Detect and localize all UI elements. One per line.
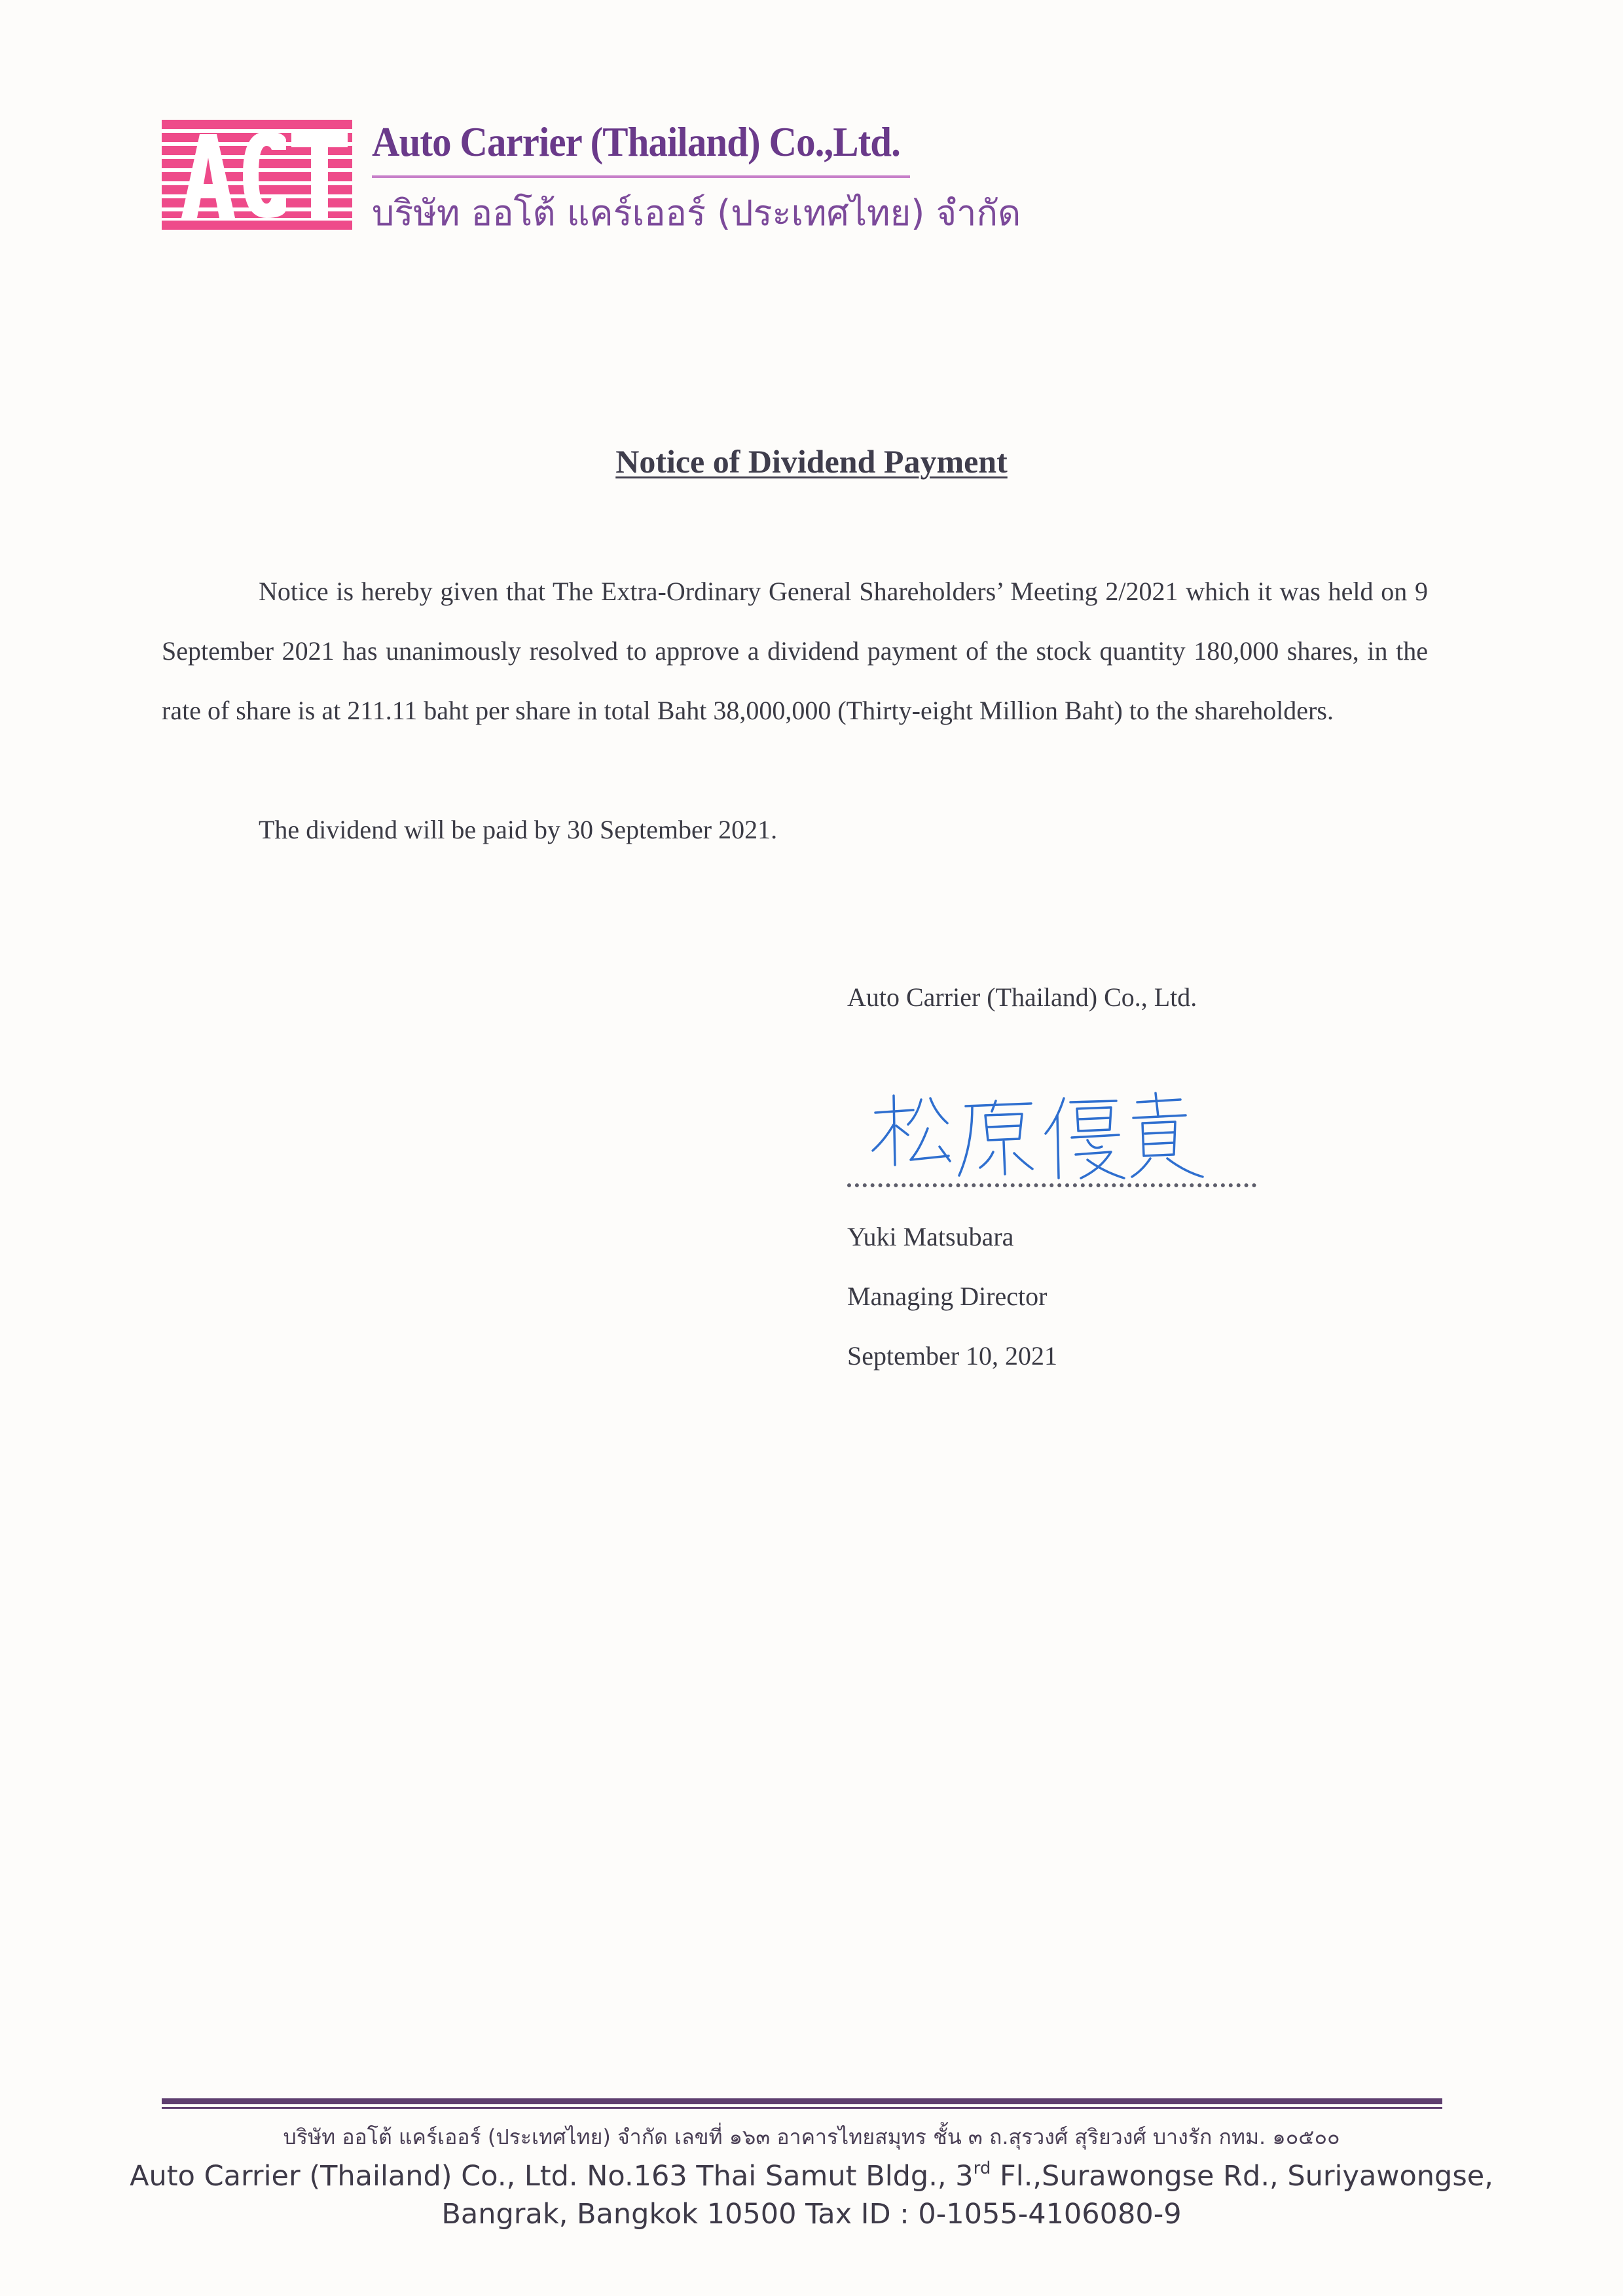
floor-ordinal: rd (973, 2159, 991, 2178)
company-logo (162, 120, 352, 230)
signatory-company: Auto Carrier (Thailand) Co., Ltd. (847, 982, 1197, 1012)
signature-line (847, 1183, 1256, 1187)
footer-address-th: บริษัท ออโต้ แคร์เออร์ (ประเทศไทย) จำกัด เลขที่ ๑๖๓ อาคารไทยสมุทร ชั้น ๓ ถ.สุรวงศ์ สุริยวงศ์ บางรัก กทม. ๑๐๕๐๐ (283, 2125, 1340, 2149)
signature-date: September 10, 2021 (847, 1341, 1058, 1371)
footer-address-line-1-part-a: Auto Carrier (Thailand) Co., Ltd. No.163 Thai Samut Bldg., 3 (130, 2160, 974, 2193)
body-paragraph-1: Notice is hereby given that The Extra-Ordinary General Shareholders’ Meeting 2/2021 which it was held on 9 September 2021 has unanimously resolved to approve a dividend payment of the stock quantity 180,000 shares, in the rate of share is at 211.11 baht per share in total Baht 38,000,000 (Thirty-eight Million Baht) to the shareholders. (162, 577, 1428, 725)
footer-divider-thick (162, 2098, 1442, 2104)
body-paragraph-2: The dividend will be paid by 30 September 2021. (259, 815, 778, 844)
signatory-position: Managing Director (847, 1282, 1048, 1311)
footer-address-line-2: Bangrak, Bangkok 10500 Tax ID : 0-1055-4106080-9 (441, 2198, 1182, 2231)
signatory-name: Yuki Matsubara (847, 1222, 1014, 1251)
footer-address-line-1 (0, 2160, 1623, 2193)
footer-divider-thin (162, 2107, 1442, 2109)
header-divider (372, 175, 910, 178)
footer-address-line-1-part-b: Fl.,Surawongse Rd., Suriyawongse, (991, 2160, 1493, 2193)
handwritten-signature (867, 1086, 1208, 1185)
document-title: Notice of Dividend Payment (615, 443, 1008, 480)
company-name-th: บริษัท ออโต้ แคร์เออร์ (ประเทศไทย) จำกัด (372, 192, 1021, 234)
company-name-en: Auto Carrier (Thailand) Co.,Ltd. (372, 118, 900, 165)
